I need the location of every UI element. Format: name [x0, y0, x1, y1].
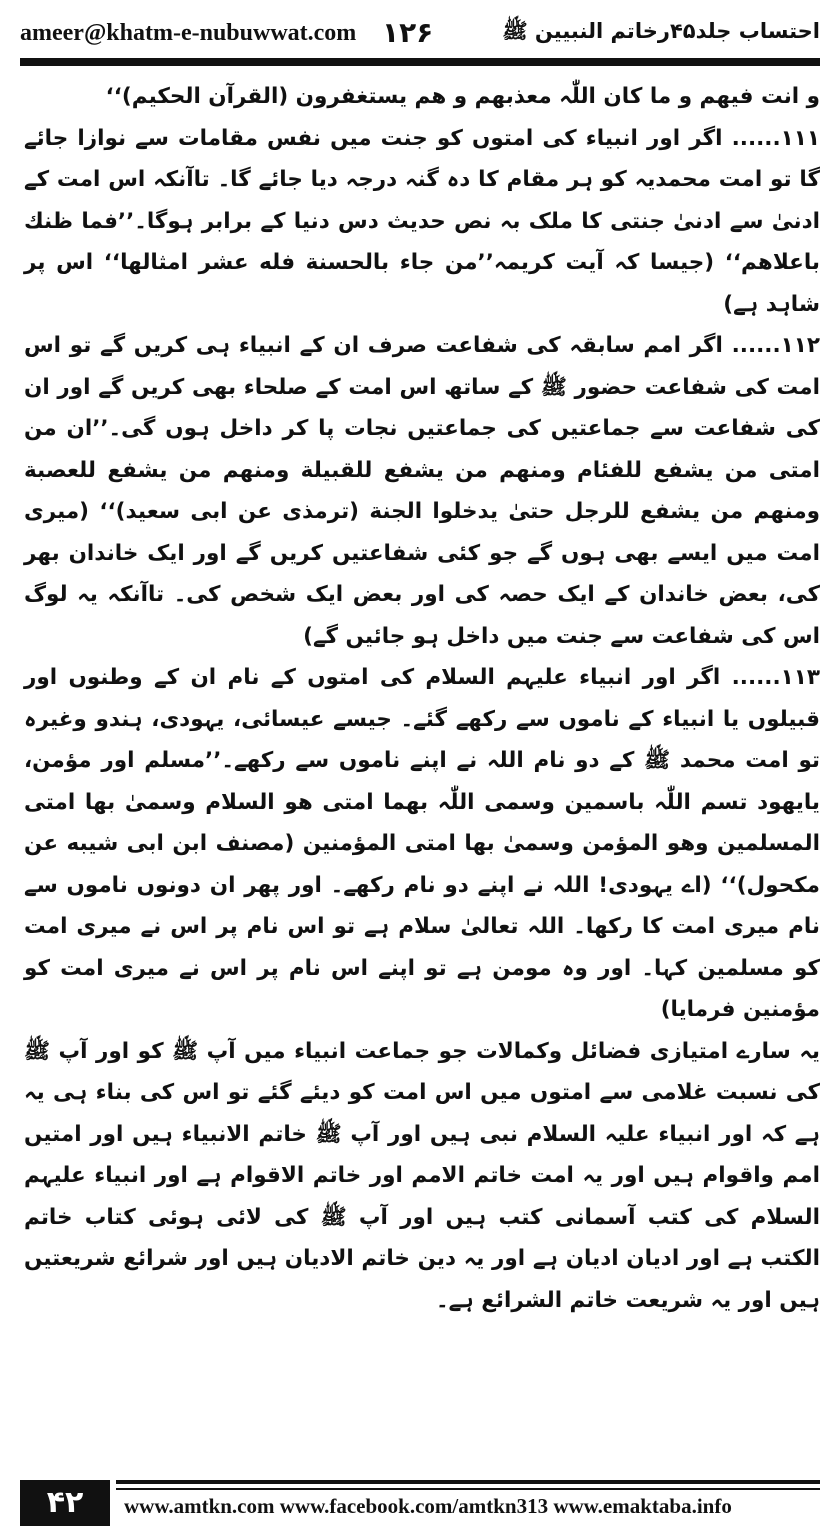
footer-rule — [116, 1480, 820, 1484]
paragraph-113: ۱۱۳...... اگر اور انبیاء علیہم السلام کی امتوں کے نام ان کے وطنوں اور قبیلوں یا انبیاء کے ناموں سے رکھے گئے۔ جیسے عیسائی، یہودی، ہندو وغیرہ تو امت محمد ﷺ کے دو نام اللہ نے اپنے ناموں سے رکھے۔’’مسلم اور مؤمن، یایهود تسم اللّٰہ باسمین وسمی اللّٰہ بهما امتی هو السلام وسمیٰ بها امتی المسلمین وهو المؤمن وسمیٰ بها امتی المؤمنین (مصنف ابن ابی شیبه عن مكحول)‘‘ (اے یہودی! اللہ نے اپنے دو نام رکھے۔ اور پھر ان دونوں ناموں سے نام میری امت کا رکھا۔ اللہ تعالیٰ سلام ہے تو اس نام پر اس نے میری امت کو مسلمین کہا۔ اور وہ مومن ہے تو اپنے اس نام پر اس نے میری امت کو مؤمنین فرمایا) — [24, 665, 820, 1022]
header-email: ameer@khatm-e-nubuwwat.com — [20, 20, 357, 46]
page-footer — [20, 1480, 820, 1526]
paragraph-quran-verse: و انت فیهم و ما کان اللّٰہ معذبهم و هم یستغفرون (القرآن الحکیم)‘‘ — [105, 84, 820, 109]
header-rule — [20, 58, 820, 66]
footer-page-number: ۴۲ — [20, 1480, 110, 1526]
paragraph-112: ۱۱۲...... اگر امم سابقہ کی شفاعت صرف ان کے انبیاء ہی کریں گے تو اس امت کی شفاعت حضور ﷺ کے ساتھ اس امت کے صلحاء بھی کریں گے اور ان کی شفاعت سے جماعتیں کی جماعتیں نجات پا کر داخل ہوں گی۔’’ان من امتی من یشفع للفئام ومنهم من یشفع للقبیلة ومنهم من یشفع للعصبة ومنهم من یشفع للرجل حتیٰ یدخلوا الجنة (ترمذی عن ابی سعید)‘‘ (میری امت میں ایسے بھی ہوں گے جو کئی شفاعتیں کریں گے اور ایک خاندان بھر کی، بعض خاندان کے ایک حصہ کی اور بعض ایک شخص کی۔ تاآنکہ یہ لوگ اس کی شفاعت سے جنت میں داخل ہو جائیں گے) — [24, 333, 820, 649]
paragraph-111: ۱۱۱...... اگر اور انبیاء کی امتوں کو جنت میں نفس مقامات سے نوازا جائے گا تو امت محمدیہ کو ہر مقام کا دہ گنہ درجہ دیا جائے گا۔ تاآنکہ اس امت کے ادنیٰ سے ادنیٰ جنتی کا ملک بہ نص حدیث دس دنیا کے برابر ہوگا۔’’فما ظنك باعلاهم‘‘ (جیسا کہ آیت کریمہ’’من جاء بالحسنة فله عشر امثالها‘‘ اس پر شاہد ہے) — [24, 125, 820, 317]
footer-rule-thin — [116, 1488, 820, 1490]
footer-urls: www.amtkn.com www.facebook.com/amtkn313 www.emaktaba.info — [124, 1494, 732, 1518]
page-body — [24, 76, 820, 1321]
header-title: احتساب جلد۴۵رخاتم النبیین ﷺ — [502, 19, 820, 43]
page-header — [20, 14, 820, 54]
header-page-number: ۱۲۶ — [382, 16, 434, 49]
paragraph-conclusion: یہ سارے امتیازی فضائل وکمالات جو جماعت انبیاء میں آپ ﷺ کو اور آپ ﷺ کی نسبت غلامی سے امتوں میں اس امت کو دیئے گئے تو اس کی بناء ہی یہ ہے کہ اور انبیاء علیہ السلام نبی ہیں اور آپ ﷺ خاتم الانبیاء ہیں اور امتیں امم واقوام ہیں اور یہ امت خاتم الامم اور خاتم الاقوام ہے اور انبیاء علیہم السلام کی کتب آسمانی کتب ہیں اور آپ ﷺ کی لائی ہوئی کتاب خاتم الکتب ہے اور ادیان ادیان ہے اور یہ دین خاتم الادیان ہیں اور شرائع شریعتیں ہیں اور یہ شریعت خاتم الشرائع ہے۔ — [24, 1038, 820, 1313]
